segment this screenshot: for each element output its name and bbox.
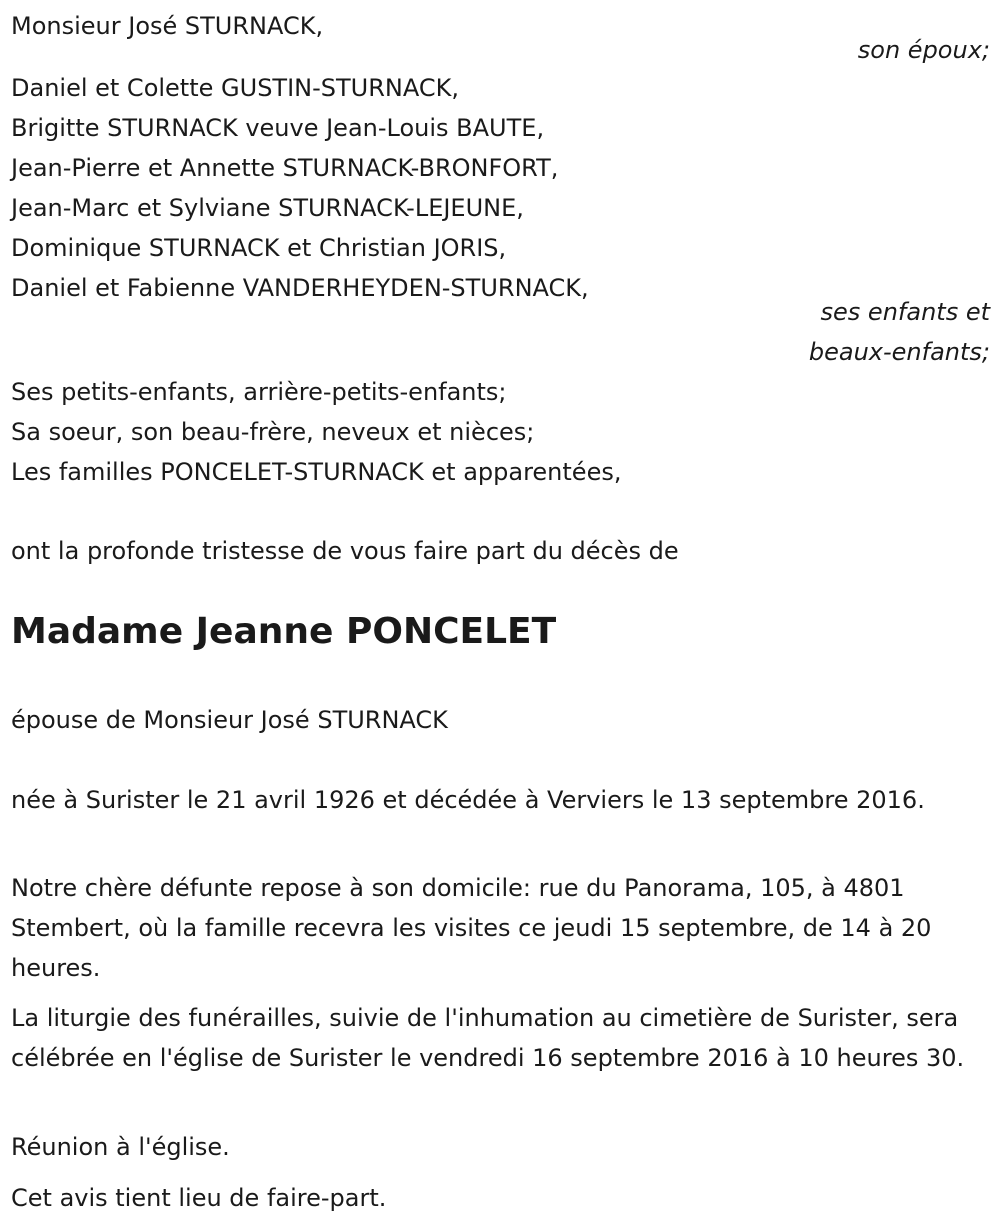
child-line: Brigitte STURNACK veuve Jean-Louis BAUTE, — [11, 114, 545, 142]
child-line: Dominique STURNACK et Christian JORIS, — [11, 234, 507, 262]
child-line: Daniel et Fabienne VANDERHEYDEN-STURNACK, — [11, 274, 589, 302]
family-line: Sa soeur, son beau-frère, neveux et nièces; — [11, 418, 535, 446]
child-line: Jean-Marc et Sylviane STURNACK-LEJEUNE, — [11, 194, 524, 222]
deceased-name: Madame Jeanne PONCELET — [11, 611, 557, 652]
visitation-text: Notre chère défunte repose à son domicile: rue du Panorama, 105, à 4801 Stembert, où la famille recevra les visites ce jeudi 15 septembre, de 14 à 20 heures. — [11, 874, 932, 982]
family-line: Ses petits-enfants, arrière-petits-enfants; — [11, 378, 507, 406]
closing-text: Cet avis tient lieu de faire-part. — [11, 1184, 387, 1212]
child-line: Jean-Pierre et Annette STURNACK-BRONFORT, — [11, 154, 559, 182]
spouse-role: son époux; — [857, 36, 990, 64]
meeting-text: Réunion à l'église. — [11, 1133, 230, 1161]
child-line: Daniel et Colette GUSTIN-STURNACK, — [11, 74, 459, 102]
announcement-text: ont la profonde tristesse de vous faire part du décès de — [11, 537, 679, 565]
birth-death-text: née à Surister le 21 avril 1926 et décédée à Verviers le 13 septembre 2016. — [11, 786, 925, 814]
spouse-of-text: épouse de Monsieur José STURNACK — [11, 706, 448, 734]
funeral-text: La liturgie des funérailles, suivie de l'inhumation au cimetière de Surister, sera célébrée en l'église de Surister le vendredi 16 septembre 2016 à 10 heures 30. — [11, 1004, 965, 1072]
spouse-name: Monsieur José STURNACK, — [11, 12, 324, 40]
children-role-line2: beaux-enfants; — [808, 338, 990, 366]
family-line: Les familles PONCELET-STURNACK et apparentées, — [11, 458, 622, 486]
children-role-line1: ses enfants et — [820, 298, 990, 326]
